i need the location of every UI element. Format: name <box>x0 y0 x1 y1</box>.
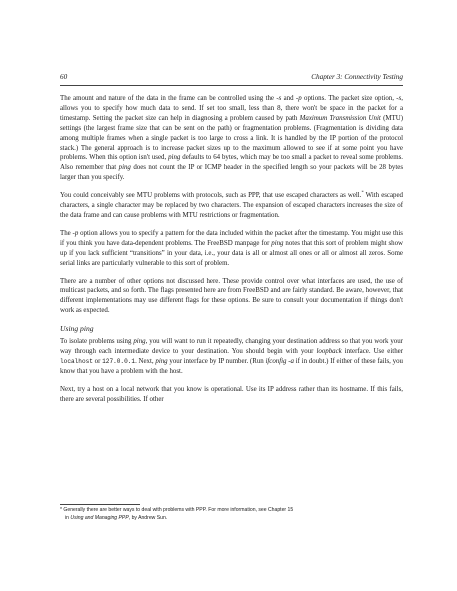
footnote-text-continued: in Using and Managing PPP, by Andrew Sun. <box>65 514 168 521</box>
footnote-rule <box>60 504 140 505</box>
paragraph-6: Next, try a host on a local network that you know is operational. Use its IP address rather than its hostname. If this fails, there are several possibilities. If other <box>60 385 403 403</box>
paragraph-1: The amount and nature of the data in the frame can be controlled using the -s and -p options. The packet size option, -s, allows you to specify how much data to send. If set too small, less than 8, there won't be space in the packet for a timestamp. Setting the packet size can help in diagnosing a problem caused by path Maximum Transmission Unit (MTU) settings (the largest frame size that can be sent on the path) or fragmentation problems. (Fragmentation is dividing data among multiple frames when a single packet is too large to cross a link. It is handled by the IP portion of the protocol stack.) The general approach is to increase packet sizes up to the maximum allowed to see if at some point you have problems. When this option isn't used, ping defaults to 64 bytes, which may be too small a packet to reveal some problems. Also remember that ping does not count the IP or ICMP header in the specified length so your packets will be 28 bytes larger than you specify. <box>60 95 404 182</box>
paragraph-3: The -p option allows you to specify a pattern for the data included within the packet after the timestamp. You might use this if you think you have data-dependent problems. The FreeBSD manpage for ping notes that this sort of problem might show up if you lack sufficient “transitions” in your data, i.e., your data is all or almost all ones or all or almost all zeros. Some serial links are particularly vulnerable to this sort of problem. <box>60 229 403 267</box>
footnote-symbol: * <box>60 507 62 513</box>
section-heading: Using ping <box>60 324 94 334</box>
footnote-text: Generally there are better ways to deal with problems with PPP. For more information, see Chapter 15 <box>61 507 294 513</box>
paragraph-4: There are a number of other options not discussed here. These provide control over what interfaces are used, the use of multicast packets, and so forth. The flags presented here are from FreeBSD and are fairly standard. Be aware, however, that different implementations may use different flags for these options. Be sure to consult your documentation if things don't work as expected. <box>60 277 403 315</box>
footnote-marker: * <box>361 189 364 195</box>
header-rule <box>60 85 403 86</box>
body-text <box>60 94 403 413</box>
paragraph-2: You could conceivably see MTU problems with protocols, such as PPP, that use escaped characters as well.* With escaped characters, a single character may be replaced by two characters. The expansion of escaped characters increases the size of the data frame and can cause problems with MTU restrictions or fragmentation. <box>60 189 403 219</box>
running-header <box>60 73 403 85</box>
footnote <box>60 507 403 522</box>
page-number: 60 <box>60 73 68 81</box>
paragraph-5: To isolate problems using ping, you will want to run it repeatedly, changing your destination address so that you work your way through each intermediate device to your destination. You should begin with your loopback interface. Use either localhost or 127.0.0.1. Next, ping your interface by IP number. (Run ifconfig -a if in doubt.) If either of these fails, you know that you have a problem with the host. <box>60 338 403 375</box>
chapter-title: Chapter 3: Connectivity Testing <box>311 73 403 81</box>
